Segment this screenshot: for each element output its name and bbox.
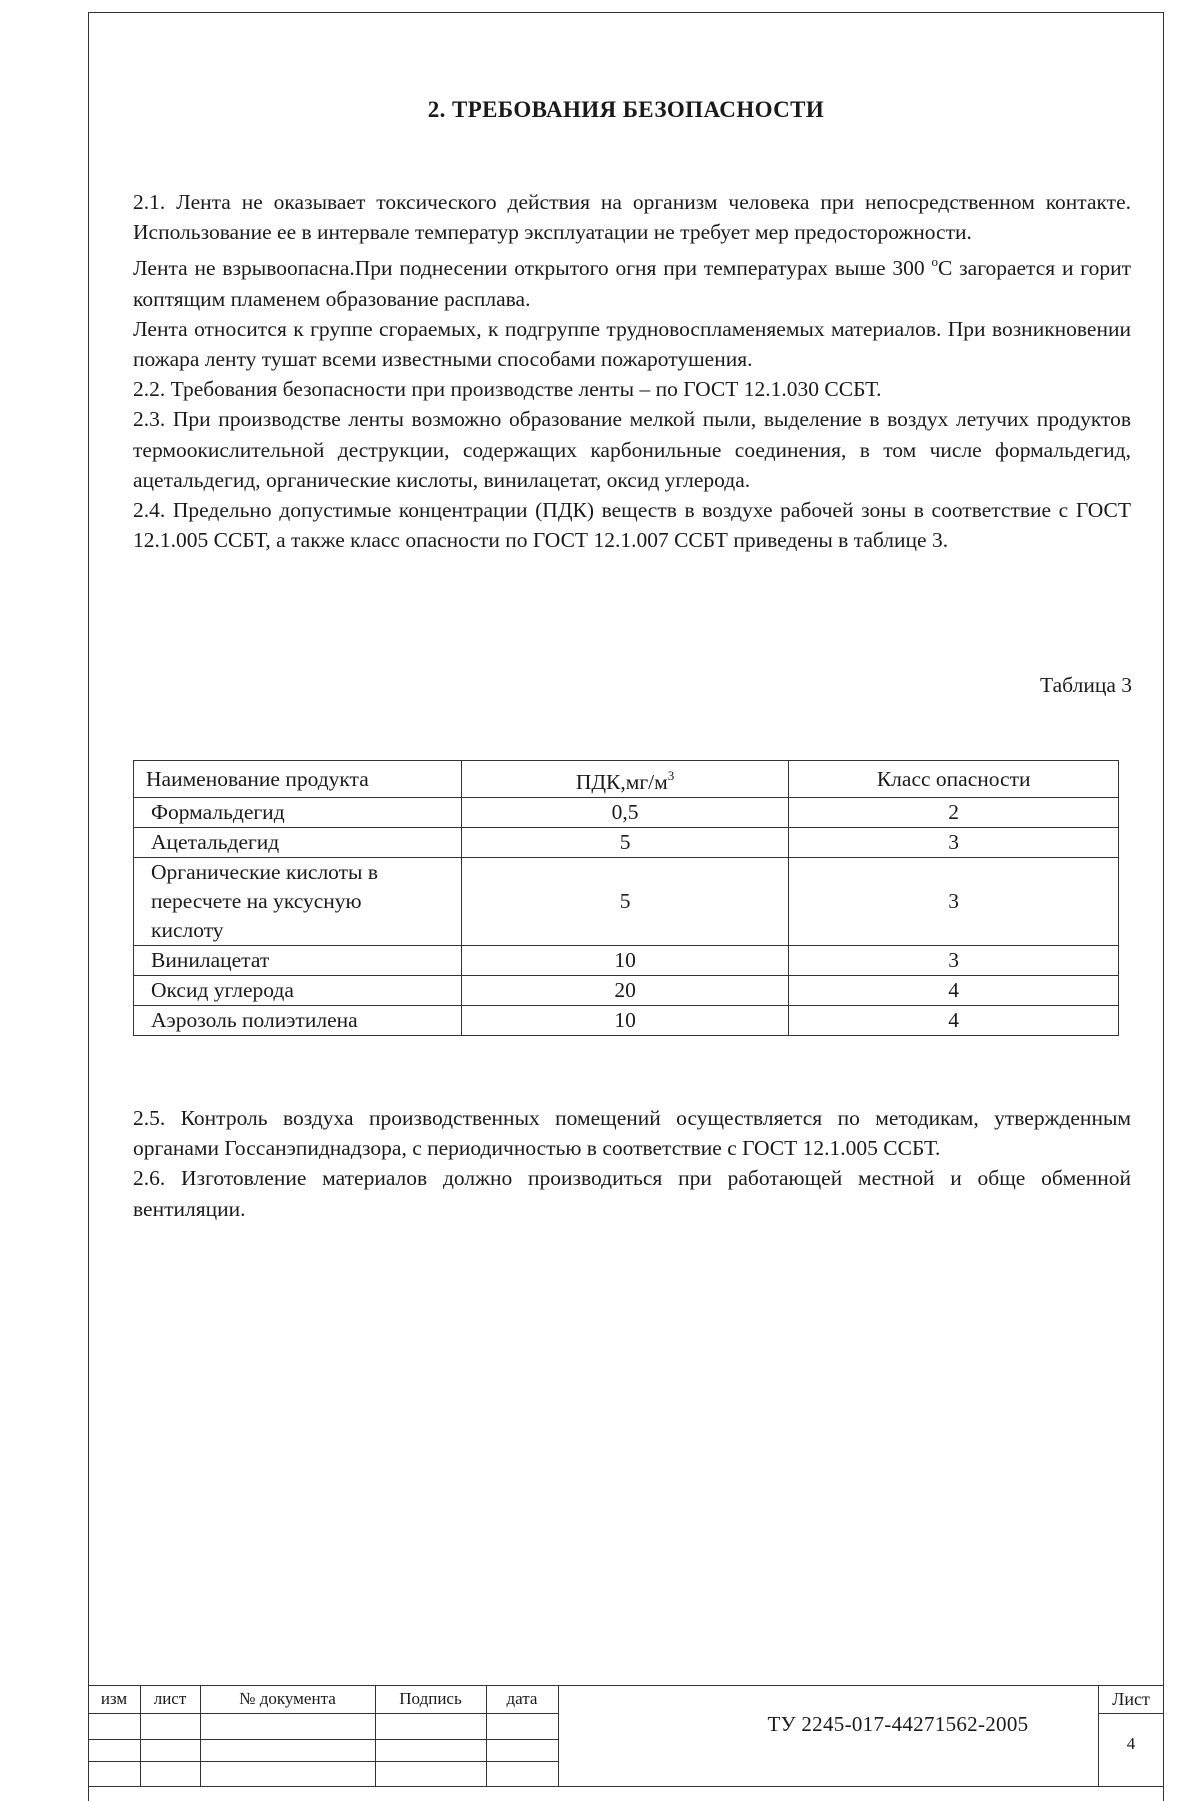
cell-hazard: 4 <box>789 1006 1119 1036</box>
sheet-label: Лист <box>1112 1689 1150 1709</box>
stamp-row-line <box>88 1713 558 1714</box>
stamp-divider <box>558 1686 559 1786</box>
cell-name: Органические кислоты в пересчете на уксусную кислоту <box>134 858 462 946</box>
degree-sup: о <box>931 254 938 270</box>
pdk-table <box>133 760 1119 1036</box>
body-text-top <box>133 187 1131 555</box>
paragraph-2-4: 2.4. Предельно допустимые концентрации (ПДК) веществ в воздухе рабочей зоны в соответствие с ГОСТ 12.1.005 ССБТ, а также класс опасности по ГОСТ 12.1.007 ССБТ приведены в таблице 3. <box>133 498 1131 553</box>
header-pdk-sup: 3 <box>667 768 675 783</box>
stamp-izm-label: изм <box>100 1689 128 1708</box>
title-block <box>88 1685 1164 1787</box>
header-pdk-text: ПДК,мг/м <box>575 770 668 794</box>
table-header-row <box>134 761 1119 798</box>
table-caption: Таблица 3 <box>1040 673 1132 697</box>
header-hazard: Класс опасности <box>789 761 1119 798</box>
paragraph-2-1-a: 2.1. Лента не оказывает токсического действия на организм человека при непосредственном контакте. Использование ее в интервале температур эксплуатации не требует мер предосторожности. <box>133 190 1131 245</box>
table-row <box>134 1006 1119 1036</box>
cell-hazard: 3 <box>789 858 1119 946</box>
cell-hazard: 3 <box>789 946 1119 976</box>
table-row <box>134 946 1119 976</box>
paragraph-2-1-b-pre: Лента не взрывоопасна.При поднесении открытого огня при температурах выше 300 <box>133 256 925 281</box>
cell-pdk: 5 <box>461 828 789 858</box>
cell-pdk: 20 <box>461 976 789 1006</box>
table-row <box>134 828 1119 858</box>
sheet-number: 4 <box>1126 1734 1136 1753</box>
document-code: ТУ 2245-017-44271562-2005 <box>767 1712 1029 1736</box>
stamp-list-label: лист <box>153 1689 187 1708</box>
stamp-row-line <box>88 1739 558 1740</box>
paragraph-2-1-b <box>133 247 1131 313</box>
cell-name: Ацетальдегид <box>134 828 462 858</box>
paragraph-2-1-c: Лента относится к группе сгораемых, к подгруппе трудновоспламеняемых материалов. При возникновении пожара ленту тушат всеми известными способами пожаротушения. <box>133 316 1131 372</box>
paragraph-2-6: 2.6. Изготовление материалов должно производиться при работающей местной и обще обменной вентиляции. <box>133 1166 1131 1221</box>
cell-name: Оксид углерода <box>134 976 462 1006</box>
header-name: Наименование продукта <box>134 761 462 798</box>
stamp-doc-label: № документа <box>239 1689 336 1708</box>
cell-name: Винилацетат <box>134 946 462 976</box>
table-row <box>134 798 1119 828</box>
cell-pdk: 5 <box>461 858 789 946</box>
paragraph-2-5: 2.5. Контроль воздуха производственных помещений осуществляется по методикам, утвержденным органами Госсанэпиднадзора, с периодичностью в соответствие с ГОСТ 12.1.005 ССБТ. <box>133 1106 1131 1161</box>
cell-hazard: 4 <box>789 976 1119 1006</box>
body-text-bottom <box>133 1103 1131 1224</box>
paragraph-2-2: 2.2. Требования безопасности при производстве ленты – по ГОСТ 12.1.030 ССБТ. <box>133 377 882 402</box>
table-row <box>134 858 1119 946</box>
stamp-row-line <box>88 1761 558 1762</box>
paragraph-2-1-b-post: С загорается и горит коптящим пламенем образование расплава. <box>133 256 1131 311</box>
stamp-sign-label: Подпись <box>399 1689 462 1708</box>
cell-pdk: 0,5 <box>461 798 789 828</box>
cell-hazard: 3 <box>789 828 1119 858</box>
cell-pdk: 10 <box>461 1006 789 1036</box>
cell-name: Аэрозоль полиэтилена <box>134 1006 462 1036</box>
section-title: 2. ТРЕБОВАНИЯ БЕЗОПАСНОСТИ <box>427 97 825 122</box>
cell-name: Формальдегид <box>134 798 462 828</box>
paragraph-2-3: 2.3. При производстве ленты возможно образование мелкой пыли, выделение в воздух летучих продуктов термоокислительной деструкции, содержащих карбонильные соединения, в том числе формальдегид, ацетальдегид, органические кислоты, винилацетат, оксид углерода. <box>133 407 1131 492</box>
header-pdk <box>461 761 789 798</box>
table-row <box>134 976 1119 1006</box>
stamp-date-label: дата <box>506 1689 538 1708</box>
cell-pdk: 10 <box>461 946 789 976</box>
cell-hazard: 2 <box>789 798 1119 828</box>
